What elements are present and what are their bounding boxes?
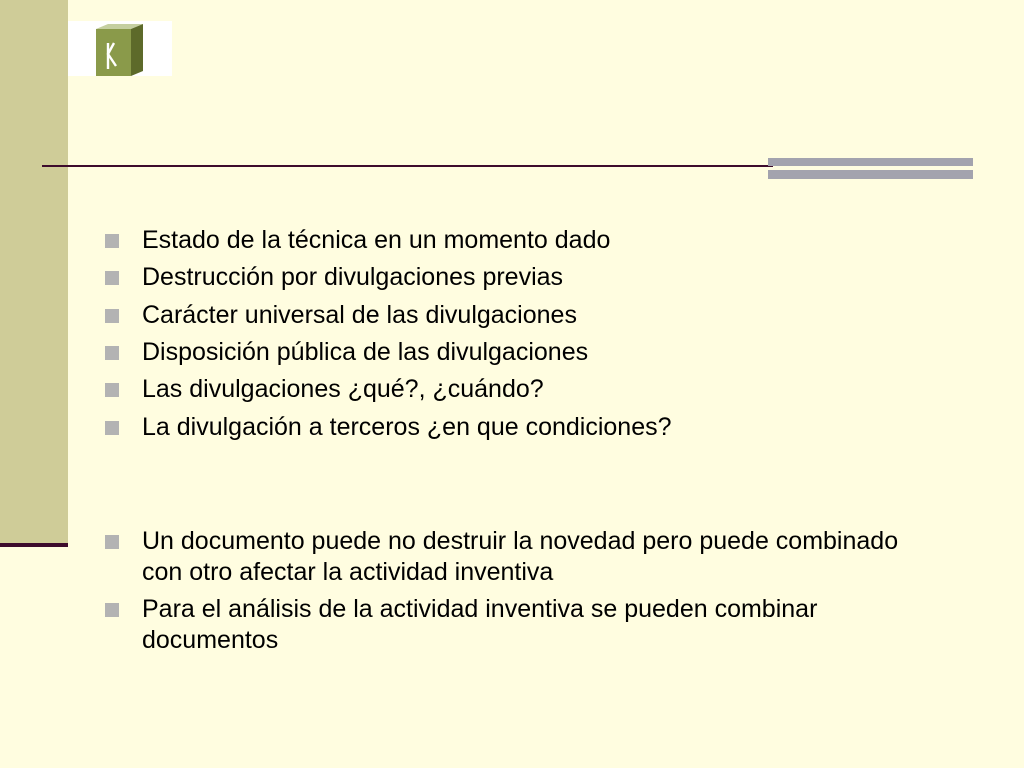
bullet-item — [105, 225, 925, 256]
bullet-text: Un documento puede no destruir la novedad pero puede combinado con otro afectar la actividad inventiva — [142, 527, 899, 586]
bullet-item — [105, 374, 925, 405]
logo — [68, 21, 172, 76]
square-bullet-icon — [105, 383, 119, 397]
square-bullet-icon — [105, 421, 119, 435]
square-bullet-icon — [105, 271, 119, 285]
bullet-item — [105, 262, 925, 293]
title-rule — [42, 165, 773, 167]
bullet-text: Destrucción por divulgaciones previas — [142, 263, 564, 291]
bullet-text: Para el análisis de la actividad inventiva se pueden combinar documentos — [142, 595, 818, 654]
bullet-item — [105, 412, 925, 443]
logo-cube-icon — [68, 21, 172, 76]
square-bullet-icon — [105, 346, 119, 360]
square-bullet-icon — [105, 603, 119, 617]
bullet-text: Estado de la técnica en un momento dado — [142, 226, 611, 254]
bullet-item — [105, 337, 925, 368]
bullet-text: Disposición pública de las divulgaciones — [142, 338, 589, 366]
bullet-text: Carácter universal de las divulgaciones — [142, 301, 577, 329]
square-bullet-icon — [105, 309, 119, 323]
sidebar-band — [0, 0, 68, 545]
bullet-item — [105, 526, 925, 588]
bullet-item — [105, 594, 925, 656]
sidebar-divider — [0, 543, 68, 547]
accent-bar-top — [768, 158, 973, 166]
bullet-text: Las divulgaciones ¿qué?, ¿cuándo? — [142, 375, 544, 403]
square-bullet-icon — [105, 234, 119, 248]
bullet-item — [105, 300, 925, 331]
bullet-text: La divulgación a terceros ¿en que condiciones? — [142, 413, 672, 441]
square-bullet-icon — [105, 535, 119, 549]
accent-bar-bottom — [768, 170, 973, 179]
